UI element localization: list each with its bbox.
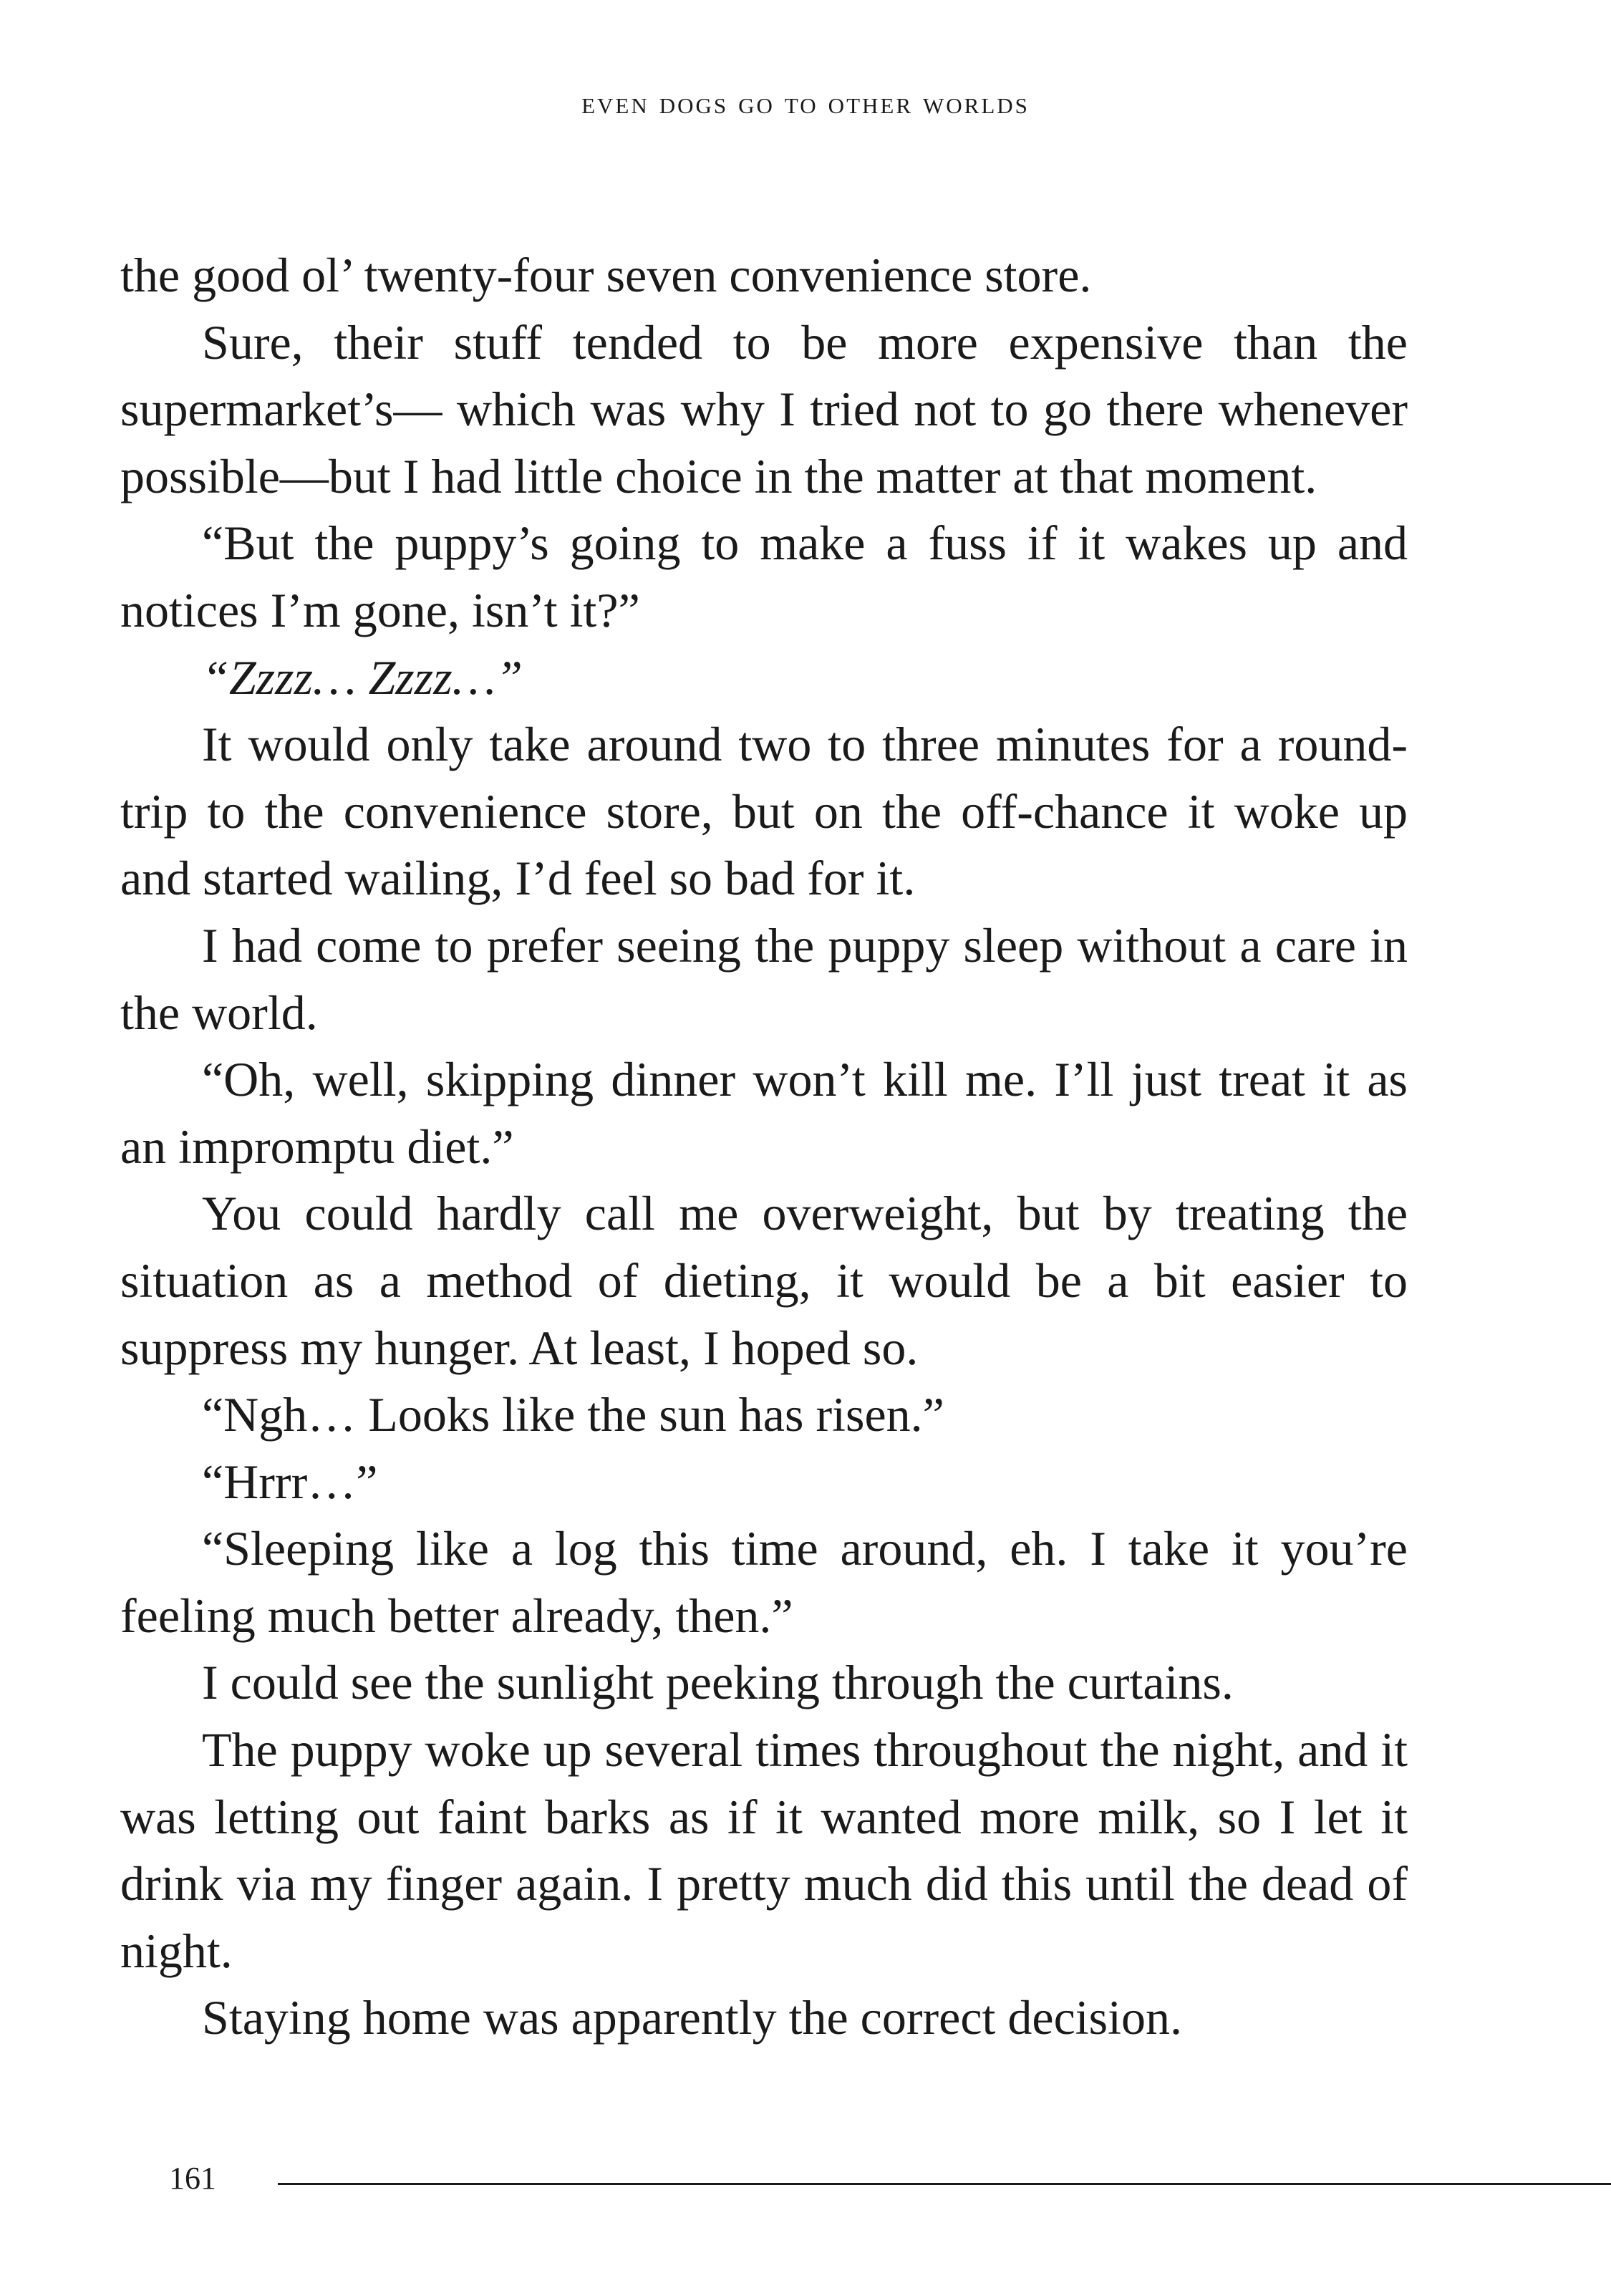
- paragraph: I could see the sunlight peeking through the curtains.: [202, 1655, 1234, 1710]
- paragraph: “Zzzz… Zzzz…”: [202, 650, 523, 705]
- paragraph: The puppy woke up several times throughout the night, and it was letting out faint barks as if it wanted more milk, so I let it drink via my finger again. I pretty much did this until the dead of night.: [120, 1722, 1408, 1978]
- paragraph: I had come to prefer seeing the puppy sleep without a care in the world.: [120, 917, 1408, 1040]
- paragraph: It would only take around two to three minutes for a round-trip to the convenience store, but on the off-chance it woke up and started wailing, I’d feel so bad for it.: [120, 717, 1408, 906]
- paragraph: “Sleeping like a log this time around, eh. I take it you’re feeling much better already, then.”: [120, 1521, 1408, 1643]
- paragraph: Sure, their stuff tended to be more expensive than the supermarket’s— which was why I tried not to go there whenever possible—but I had little choice in the matter at that moment.: [120, 314, 1408, 503]
- paragraph: Staying home was apparently the correct decision.: [202, 1990, 1182, 2045]
- paragraph: “Oh, well, skipping dinner won’t kill me. I’ll just treat it as an impromptu diet.”: [120, 1052, 1408, 1174]
- paragraph: You could hardly call me overweight, but by treating the situation as a method of dieting, it would be a bit easier to suppress my hunger. At least, I hoped so.: [120, 1186, 1408, 1375]
- running-head-title: even dogs go to other worlds: [581, 85, 1030, 120]
- page-number: 161: [169, 2161, 216, 2196]
- footer-rule: [278, 2183, 1611, 2185]
- paragraph: “But the puppy’s going to make a fuss if it wakes up and notices I’m gone, isn’t it?”: [120, 516, 1408, 637]
- paragraph: “Ngh… Looks like the sun has risen.”: [202, 1387, 944, 1442]
- page-footer: [0, 2157, 1611, 2207]
- paragraph: “Hrrr…”: [202, 1454, 378, 1509]
- paragraph: the good ol’ twenty-four seven convenience store.: [120, 248, 1092, 302]
- body-text: [120, 242, 1408, 2052]
